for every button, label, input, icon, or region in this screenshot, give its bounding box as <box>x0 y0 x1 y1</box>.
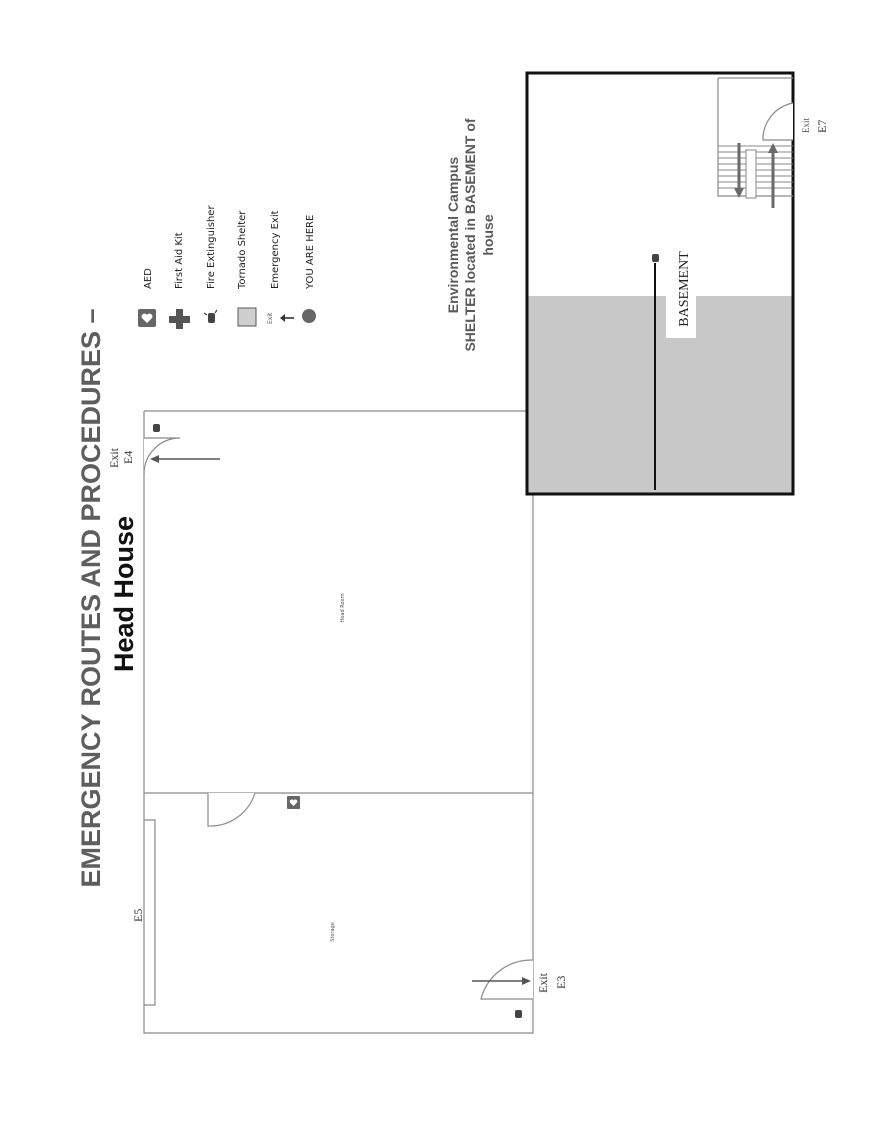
room-label-head-room: Head Room <box>340 593 346 623</box>
exit-label-e5 <box>131 909 145 922</box>
legend-label: YOU ARE HERE <box>305 214 316 289</box>
emergency-exit-icon <box>267 312 294 324</box>
svg-text:Exit: Exit <box>107 448 121 468</box>
exit-label-e3 <box>536 972 568 993</box>
aed-icon <box>138 309 156 327</box>
svg-text:Exit: Exit <box>801 118 811 133</box>
tornado-shelter-icon <box>238 308 256 326</box>
legend <box>138 205 316 329</box>
legend-item-emergency-exit <box>267 210 294 324</box>
fire-extinguisher-icon <box>153 424 160 432</box>
door-e7 <box>763 103 793 140</box>
floor-plan <box>107 411 568 1033</box>
legend-item-first-aid <box>169 232 190 329</box>
svg-text:Exit: Exit <box>267 312 274 324</box>
legend-label: First Aid Kit <box>174 232 185 289</box>
room-label-basement: BASEMENT <box>677 251 692 327</box>
you-are-here-icon <box>302 309 316 323</box>
svg-text:E3: E3 <box>554 975 568 989</box>
fire-extinguisher-icon <box>204 310 217 323</box>
legend-label: Emergency Exit <box>270 210 281 289</box>
legend-label: Fire Extinguisher <box>206 205 217 289</box>
tornado-shelter-area <box>527 296 793 494</box>
e5-window <box>144 820 155 1005</box>
legend-label: Tornado Shelter <box>237 210 248 289</box>
shelter-note <box>445 118 496 351</box>
exit-arrow-e4 <box>150 455 220 463</box>
legend-item-fire-extinguisher <box>204 205 217 323</box>
svg-text:E5: E5 <box>131 908 145 922</box>
legend-label: AED <box>143 268 154 289</box>
svg-text:E4: E4 <box>121 450 135 464</box>
legend-item-you-are-here <box>302 215 316 323</box>
svg-text:SHELTER located in BASEMENT of: SHELTER located in BASEMENT of <box>462 118 478 352</box>
basement-inset <box>527 73 829 494</box>
first-aid-icon <box>169 309 190 329</box>
svg-text:E7: E7 <box>815 119 829 133</box>
door-e4 <box>144 438 180 474</box>
svg-text:Environmental Campus: Environmental Campus <box>445 156 461 314</box>
svg-text:Exit: Exit <box>536 973 550 993</box>
aed-icon <box>287 796 300 809</box>
building-outline <box>144 411 533 1033</box>
fire-extinguisher-icon <box>652 254 659 262</box>
fire-extinguisher-icon <box>515 1010 522 1018</box>
page-title: EMERGENCY ROUTES AND PROCEDURES – <box>76 308 106 888</box>
room-label-storage: Storage <box>330 922 336 942</box>
legend-item-tornado-shelter <box>237 210 256 326</box>
page-subtitle: Head House <box>109 515 139 673</box>
interior-door <box>208 793 255 826</box>
exit-label-e7 <box>801 118 829 133</box>
svg-text:house: house <box>480 214 496 256</box>
legend-item-aed <box>138 268 156 327</box>
exit-label-e4 <box>107 447 135 468</box>
